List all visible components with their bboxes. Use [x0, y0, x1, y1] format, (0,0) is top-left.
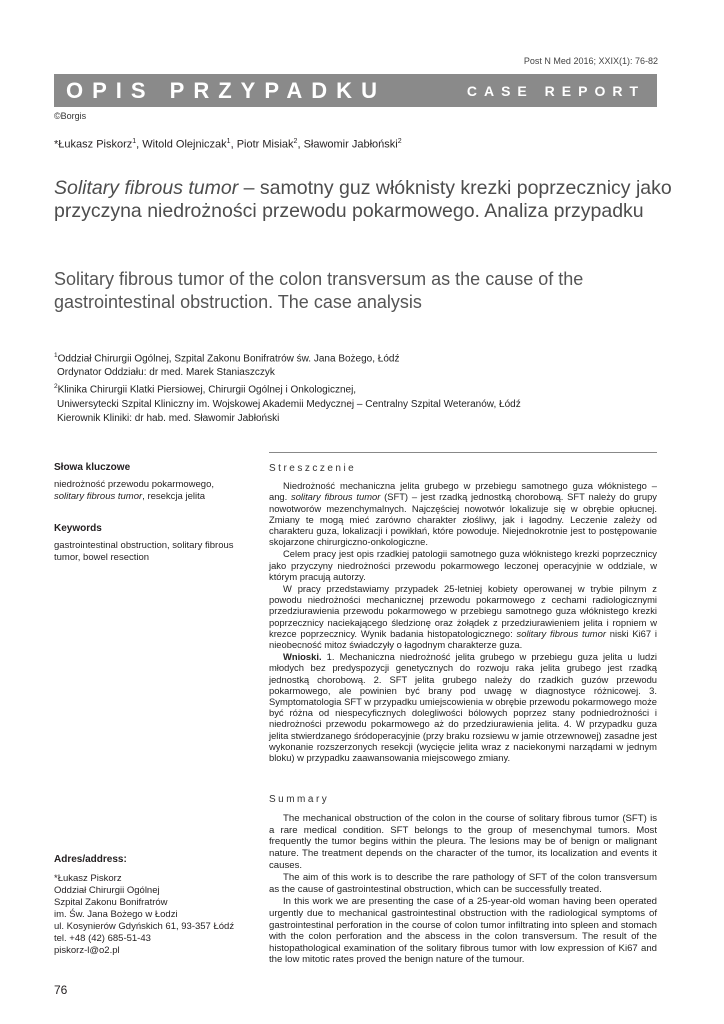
address-heading: Adres/address:	[54, 854, 127, 865]
abstract-pl-paragraph	[269, 480, 657, 547]
paragraph-text: Niedrożność mechaniczna jelita grubego w przebiegu samotnego guza włóknistego – ang.	[269, 480, 657, 503]
address-line: im. Św. Jana Bożego w Łodzi	[54, 909, 178, 920]
abstract-en-paragraph: The mechanical obstruction of the colon in the course of solitary fibrous tumor (SFT) is a rare medical condition. SFT belongs to the group of mesenchymal tumors. Most frequently the tumor begins within the pleura. The lesions may be of benign or malignant nature. The treatment depends on the character of the tumor, its localization and events it causes.	[269, 813, 657, 871]
keywords-pl	[54, 462, 244, 503]
paragraph-text: W pracy przedstawiamy przypadek 25-letniej kobiety operowanej w trybie pilnym z powodu niedrożności mechanicznej przewodu pokarmowego z cechami radiologicznymi przedziurawienia przewodu pokarmowego w przebiegu samotnego guza włóknistego krezki poprzecznicy naciekającego śledzionę oraz żołądek z przedziurawieniem jelita i ropniem w krezce poprzecznicy. Wynik badania histopatologicznego:	[269, 583, 657, 639]
address-line: ul. Kosynierów Gdyńskich 61, 93-357 Łódź	[54, 921, 235, 932]
page-number: 76	[54, 983, 68, 997]
address-line: Szpital Zakonu Bonifratrów	[54, 897, 168, 908]
author-list	[54, 138, 402, 151]
author-affiliation-number: 2	[397, 138, 402, 145]
address-line: *Łukasz Piskorz	[54, 873, 122, 884]
address-email: piskorz-l@o2.pl	[54, 945, 120, 956]
correspondence-address	[54, 854, 254, 957]
keywords-en	[54, 523, 244, 564]
abstract-en-paragraph: The aim of this work is to describe the rare pathology of SFT of the colon transversum as the cause of gastrointestinal obstruction, which can be successfully treated.	[269, 872, 657, 895]
journal-citation: Post N Med 2016; XXIX(1): 76-82	[523, 56, 658, 66]
author-name: *Łukasz Piskorz	[54, 138, 133, 151]
italic-term: solitary fibrous tumor	[291, 491, 381, 503]
title-pl-rest: – samotny guz włóknisty krezki poprzecznicy jako przyczyna niedrożności przewodu pokarmowego. Analiza przypadku	[54, 177, 672, 222]
affiliation-2-cont: Uniwersytecki Szpital Kliniczny im. Wojskowej Akademii Medycznej – Centralny Szpital Weteranów, Łódź	[57, 398, 521, 410]
keywords-pl-text	[54, 479, 244, 503]
abstract-en-paragraph: In this work we are presenting the case of a 25-year-old woman having been operated urgently due to mechanical gastrointestinal obstruction with the radiological symptoms of gastrointestinal perforation in the course of colon tumor infiltrating into spleen and stomach with the colon perforation and the abscess in the colon transversum. The result of the histopathological examination of the solitary fibrous tumor with low expression of Ki67 and the low mitotic rates proved the benign nature of the tumour.	[269, 896, 657, 966]
section-banner	[54, 74, 657, 107]
title-italic-term: Solitary fibrous tumor	[54, 177, 239, 199]
abstract-pl-conclusions	[269, 651, 657, 763]
affiliation-1-head: Ordynator Oddziału: dr med. Marek Staniaszczyk	[57, 367, 275, 379]
affiliation-2-head: Kierownik Kliniki: dr hab. med. Sławomir Jabłoński	[57, 412, 280, 424]
divider	[269, 452, 657, 453]
author-separator: ,	[230, 138, 237, 151]
keywords-pl-heading: Słowa kluczowe	[54, 462, 131, 473]
paragraph-text: (SFT) – jest rzadką jednostką chorobową. SFT należy do grupy nowotworów mezenchymalnych. Najczęściej nowotwór lokalizuje się w obrębie opłucnej. Zmiany te mogą mieć zarówno charakter złośliwy, jak i łagodny. Leczenie zależy od charakteru guza, lokalizacji i powikłań, które powoduje. Niejednokrotnie jest to postępowanie skojarzone chirurgiczno-onkologiczne.	[269, 491, 657, 548]
keyword-text: niedrożność przewodu pokarmowego,	[54, 479, 215, 490]
address-line: Oddział Chirurgii Ogólnej	[54, 885, 160, 896]
author-separator: ,	[297, 138, 304, 151]
author-affiliation-number: 1	[132, 138, 137, 145]
section-label-pl: OPIS PRZYPADKU	[66, 77, 386, 103]
address-line: tel. +48 (42) 685-51-43	[54, 933, 151, 944]
keywords-en-heading: Keywords	[54, 523, 102, 534]
keywords-en-text: gastrointestinal obstruction, solitary fibrous tumor, bowel resection	[54, 540, 234, 563]
paragraph-text: niski Ki67 i nieobecność mitoz świadczyły o łagodnym charakterze guza.	[269, 627, 657, 651]
keyword-text: , resekcja jelita	[142, 491, 206, 502]
section-label-en: CASE REPORT	[466, 82, 645, 99]
affiliation-text: Oddział Chirurgii Ogólnej, Szpital Zakonu Bonifratrów św. Jana Bożego, Łódź	[57, 353, 400, 365]
abstract-pl-paragraph	[269, 583, 657, 650]
affiliation-number: 2	[54, 383, 58, 391]
author-name: Sławomir Jabłoński	[303, 138, 398, 151]
author-name: Piotr Misiak	[236, 138, 294, 151]
affiliation-1	[54, 349, 674, 366]
affiliation-number: 1	[54, 352, 58, 359]
affiliation-text: Klinika Chirurgii Klatki Piersiowej, Chirurgii Ogólnej i Onkologicznej,	[57, 384, 357, 396]
article-title-pl	[54, 177, 674, 223]
abstract-en-heading: Summary	[269, 794, 330, 805]
author-affiliation-number: 1	[226, 138, 231, 145]
author-name: Witold Olejniczak	[142, 138, 227, 151]
publisher-mark: ©Borgis	[54, 111, 87, 121]
author-separator: ,	[136, 138, 143, 151]
conclusions-label: Wnioski.	[283, 651, 322, 663]
author-affiliation-number: 2	[293, 138, 298, 145]
article-title-en: Solitary fibrous tumor of the colon transversum as the cause of the gastrointestinal obstruction. The case analysis	[54, 269, 584, 312]
keyword-italic: solitary fibrous tumor	[54, 491, 143, 502]
abstract-pl-paragraph: Celem pracy jest opis rzadkiej patologii samotnego guza włóknistego krezki poprzecznicy jako przyczyny niedrożności przewodu pokarmowego leczonej operacyjnie w oddziale, w którym pracują autorzy.	[269, 548, 657, 582]
abstract-en	[269, 794, 657, 967]
affiliation-2	[54, 380, 674, 397]
abstract-pl	[269, 463, 657, 764]
italic-term: solitary fibrous tumor	[516, 627, 606, 639]
affiliations	[54, 349, 674, 426]
abstract-pl-heading: Streszczenie	[269, 463, 357, 474]
paragraph-text: 1. Mechaniczna niedrożność jelita grubego w przebiegu guza jelita u ludzi młodych bez predyspozycji genetycznych do rozwoju raka jelita grubego jest rzadką jednostką chorobową. 2. SFT jelita grubego należy do rzadkich guzów przewodu pokarmowego, ale powinien być brany pod uwagę w diagnostyce różnicowej. 3. Symptomatologia SFT w przypadku umiejscowienia w obrębie przewodu pokarmowego może być różna od niespecyficznych dolegliwości bólowych poprzez stany podniedrożności i niedrożności przewodu pokarmowego aż do przedziurawienia jelita. 4. W przypadku guza jelita stwierdzanego śródoperacyjnie (przy braku rozsiewu w jamie otrzewnowej) zasadne jest wykonanie rozszerzonych resekcji (wycięcie jelita wraz z naciekonymi narządami w jednym bloku) w przypadku zaawansowania miejscowego zmiany.	[269, 651, 657, 764]
